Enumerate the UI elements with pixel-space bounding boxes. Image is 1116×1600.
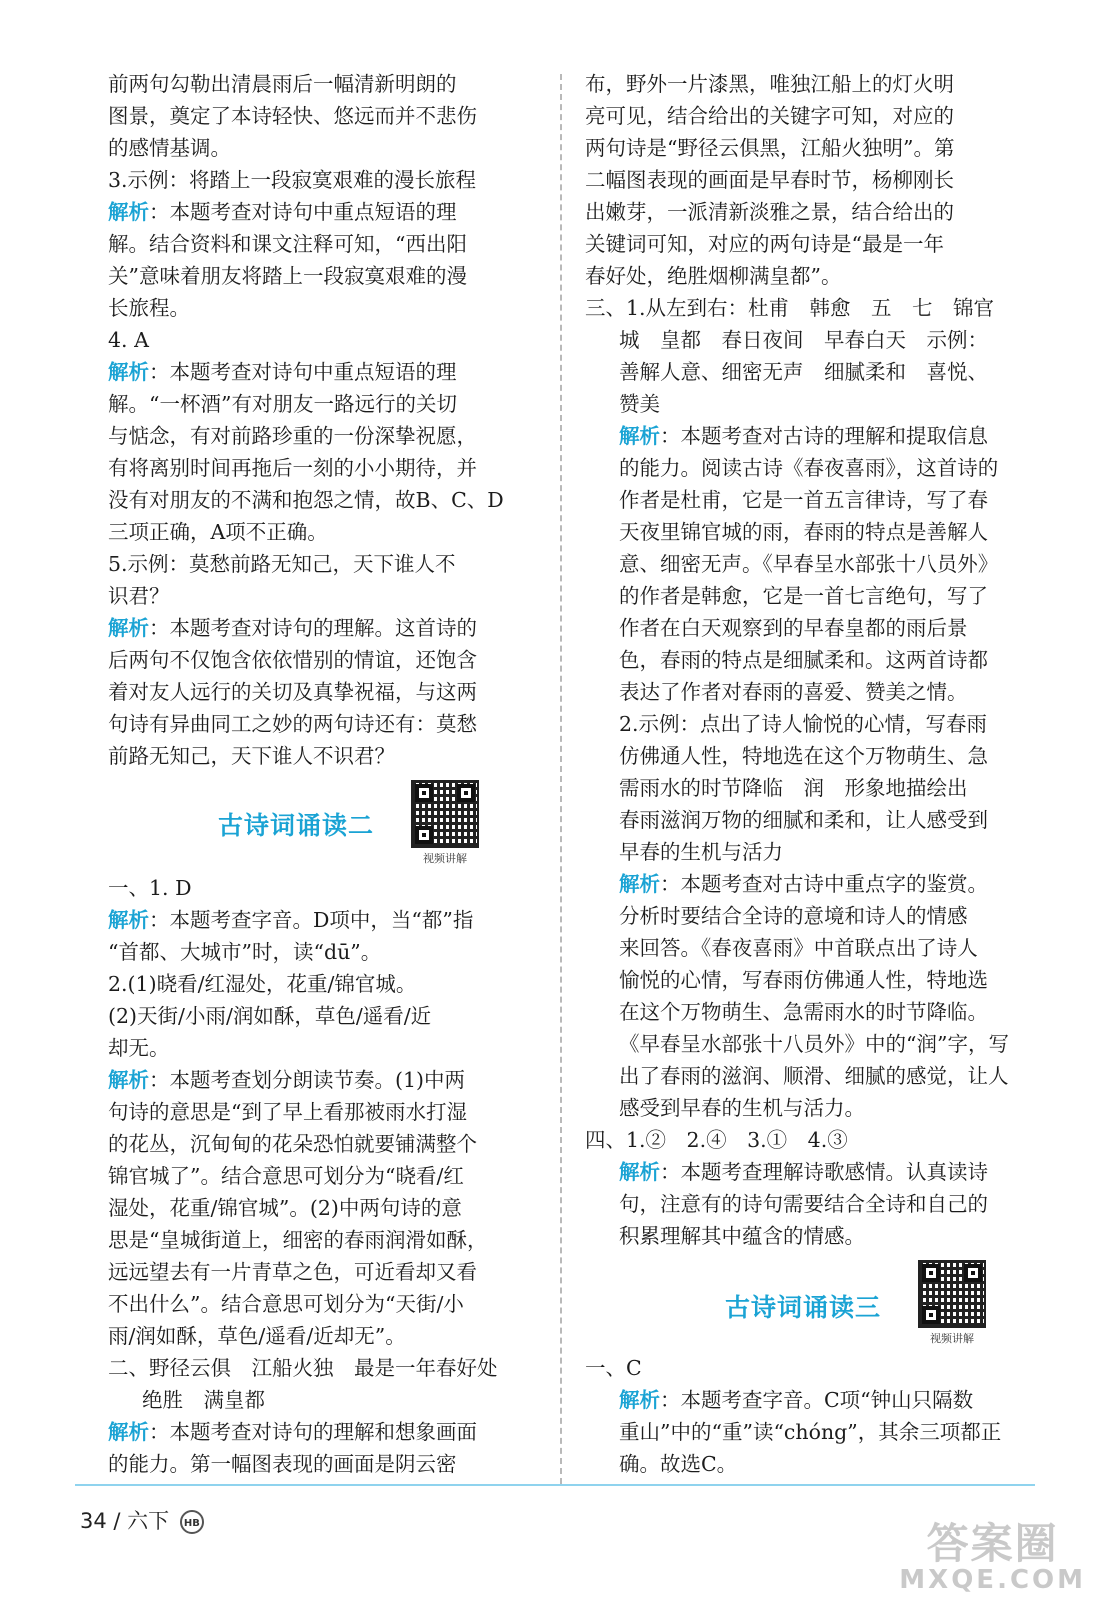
watermark-url: MXQE.COM [899,1565,1086,1595]
qr-caption: 视频讲解 [930,1332,974,1345]
text-line: 三项正确，A项不正确。 [108,520,328,544]
text-line: 布，野外一片漆黑，唯独江船上的灯火明 [585,72,954,96]
text-line: 远远望去有一片青草之色，可近看却又看 [108,1260,477,1284]
text-line: 解。“一杯酒”有对朋友一路远行的关切 [108,392,457,416]
text-line: 色，春雨的特点是细腻柔和。这两首诗都 [619,648,988,672]
text-line: 2.(1)晓看/红湿处，花重/锦官城。 [108,972,417,996]
text-line: 二幅图表现的画面是早春时节，杨柳刚长 [585,168,954,192]
text-line: 早春的生机与活力 [619,840,783,864]
text-line: 的能力。第一幅图表现的画面是阴云密 [108,1452,457,1476]
analysis-label: 解析 [619,872,660,896]
text-line: 与惦念，有对前路珍重的一份深挚祝愿， [108,424,477,448]
watermark [899,1519,1086,1595]
text-line: 后两句不仅饱含依依惜别的情谊，还饱含 [108,648,477,672]
left-answers-block [108,68,534,772]
text-line: 赞美 [619,392,660,416]
analysis-label: 解析 [108,200,149,224]
footer [80,1505,204,1535]
text-line: 解析：本题考查字音。D项中，当“都”指 [108,908,474,932]
text-line: 2.示例：点出了诗人愉悦的心情，写春雨 [619,712,988,736]
watermark-logo: 答案圈 [926,1519,1059,1568]
text-line: 前两句勾勒出清晨雨后一幅清新明朗的 [108,72,457,96]
section-title: 古诗词诵读三 [725,1293,882,1322]
qr-code[interactable] [915,1260,989,1346]
text-line: 解析：本题考查对诗句中重点短语的理 [108,200,457,224]
text-line: (2)天街/小雨/润如酥，草色/遥看/近 [108,1004,432,1028]
text-line: 出嫩芽，一派清新淡雅之景，结合给出的 [585,200,954,224]
text-line: 关”意味着朋友将踏上一段寂寞艰难的漫 [108,264,467,288]
analysis-label: 解析 [108,616,149,640]
text-line: 解析：本题考查理解诗歌感情。认真读诗 [619,1160,988,1184]
text-line: 解析：本题考查对古诗的理解和提取信息 [619,424,988,448]
text-line: 解析：本题考查划分朗读节奏。(1)中两 [108,1068,466,1092]
text-line: 天夜里锦官城的雨，春雨的特点是善解人 [619,520,988,544]
analysis-label: 解析 [619,1160,660,1184]
text-line: 3.示例：将踏上一段寂寞艰难的漫长旅程 [108,168,477,192]
text-line: 的感情基调。 [108,136,231,160]
text-line: 愉悦的心情，写春雨仿佛通人性，特地选 [619,968,988,992]
analysis-label: 解析 [108,1068,149,1092]
footer-rule [75,1484,1035,1486]
text-line: 却无。 [108,1036,170,1060]
text-line: 需雨水的时节降临 润 形象地描绘出 [619,776,968,800]
qr-code-icon [918,1260,986,1328]
text-line: 意、细密无声。《早春呈水部张十八员外》 [619,552,999,576]
text-line: 城 皇都 春日夜间 早春白天 示例： [619,328,988,352]
text-line: 春雨滋润万物的细腻和柔和，让人感受到 [619,808,988,832]
text-line: 锦官城了”。结合意思可划分为“晓看/红 [108,1164,464,1188]
text-line: 确。故选C。 [619,1452,738,1476]
column-divider [560,74,562,1484]
text-line: 一、1. D [108,876,192,900]
text-line: 不出什么”。结合意思可划分为“天街/小 [108,1292,464,1316]
qr-code-icon [411,780,479,848]
text-line: 善解人意、细密无声 细腻柔和 喜悦、 [619,360,988,384]
text-line: 前路无知己，天下谁人不识君？ [108,744,395,768]
text-line: 绝胜 满皇都 [142,1388,265,1412]
text-line: 解析：本题考查字音。C项“钟山只隔数 [619,1388,974,1412]
text-line: 解析：本题考查对诗句的理解和想象画面 [108,1420,477,1444]
text-line: 的能力。阅读古诗《春夜喜雨》，这首诗的 [619,456,999,480]
text-line: 湿处，花重/锦官城”。(2)中两句诗的意 [108,1196,462,1220]
text-line: 解析：本题考查对古诗中重点字的鉴赏。 [619,872,988,896]
text-line: 着对友人远行的关切及真挚祝福，与这两 [108,680,477,704]
text-line: 解析：本题考查对诗句的理解。这首诗的 [108,616,477,640]
text-line: “首都、大城市”时，读“dū”。 [108,940,382,964]
analysis-label: 解析 [619,1388,660,1412]
text-line: 雨/润如酥，草色/遥看/近却无”。 [108,1324,406,1348]
text-line: 两句诗是“野径云俱黑，江船火独明”。第 [585,136,955,160]
text-line: 解析：本题考查对诗句中重点短语的理 [108,360,457,384]
text-line: 4. A [108,328,149,352]
page-number: 34 / 六下 [80,1509,170,1533]
text-line: 图景，奠定了本诗轻快、悠远而并不悲伤 [108,104,477,128]
text-line: 仿佛通人性，特地选在这个万物萌生、急 [619,744,988,768]
right-answers-block [585,68,1037,1252]
text-line: 分析时要结合全诗的意境和诗人的情感 [619,904,968,928]
text-line: 有将离别时间再拖后一刻的小小期待，并 [108,456,477,480]
text-line: 重山”中的“重”读“chóng”，其余三项都正 [619,1420,1002,1444]
right-answers-block-2 [585,1352,1037,1480]
text-line: 春好处，绝胜烟柳满皇都”。 [585,264,842,288]
analysis-label: 解析 [108,360,149,384]
section-title: 古诗词诵读二 [218,811,375,840]
text-line: 句，注意有的诗句需要结合全诗和自己的 [619,1192,988,1216]
analysis-label: 解析 [108,1420,149,1444]
text-line: 作者是杜甫，它是一首五言律诗，写了春 [619,488,988,512]
text-line: 四、1.② 2.④ 3.① 4.③ [585,1128,848,1152]
text-line: 没有对朋友的不满和抱怨之情，故B、C、D [108,488,504,512]
analysis-label: 解析 [108,908,149,932]
text-line: 出了春雨的滋润、顺滑、细腻的感觉，让人 [619,1064,1009,1088]
text-line: 5.示例：莫愁前路无知己，天下谁人不 [108,552,456,576]
text-line: 思是“皇城街道上，细密的春雨润滑如酥， [108,1228,488,1252]
text-line: 识君？ [108,584,170,608]
left-column [108,68,534,1480]
qr-code[interactable] [408,780,482,866]
text-line: 感受到早春的生机与活力。 [619,1096,865,1120]
right-column [585,68,1037,1480]
text-line: 亮可见，结合给出的关键字可知，对应的 [585,104,954,128]
text-line: 长旅程。 [108,296,190,320]
edition-badge: HB [180,1510,204,1534]
text-line: 《早春呈水部张十八员外》中的“润”字，写 [619,1032,1009,1056]
text-line: 作者在白天观察到的早春皇都的雨后景 [619,616,968,640]
text-line: 积累理解其中蕴含的情感。 [619,1224,865,1248]
text-line: 三、1.从左到右：杜甫 韩愈 五 七 锦官 [585,296,995,320]
text-line: 来回答。《春夜喜雨》中首联点出了诗人 [619,936,978,960]
text-line: 在这个万物萌生、急需雨水的时节降临。 [619,1000,988,1024]
text-line: 表达了作者对春雨的喜爱、赞美之情。 [619,680,968,704]
section-heading-2 [108,772,534,872]
text-line: 的作者是韩愈，它是一首七言绝句，写了 [619,584,988,608]
text-line: 的花丛，沉甸甸的花朵恐怕就要铺满整个 [108,1132,477,1156]
analysis-label: 解析 [619,424,660,448]
section-heading-3 [585,1252,1037,1352]
left-answers-block-2 [108,872,534,1480]
qr-caption: 视频讲解 [423,852,467,865]
text-line: 二、野径云俱 江船火独 最是一年春好处 [108,1356,498,1380]
text-line: 句诗有异曲同工之妙的两句诗还有：莫愁 [108,712,477,736]
text-line: 句诗的意思是“到了早上看那被雨水打湿 [108,1100,467,1124]
text-line: 一、C [585,1356,642,1380]
text-line: 解。结合资料和课文注释可知，“西出阳 [108,232,467,256]
text-line: 关键词可知，对应的两句诗是“最是一年 [585,232,944,256]
